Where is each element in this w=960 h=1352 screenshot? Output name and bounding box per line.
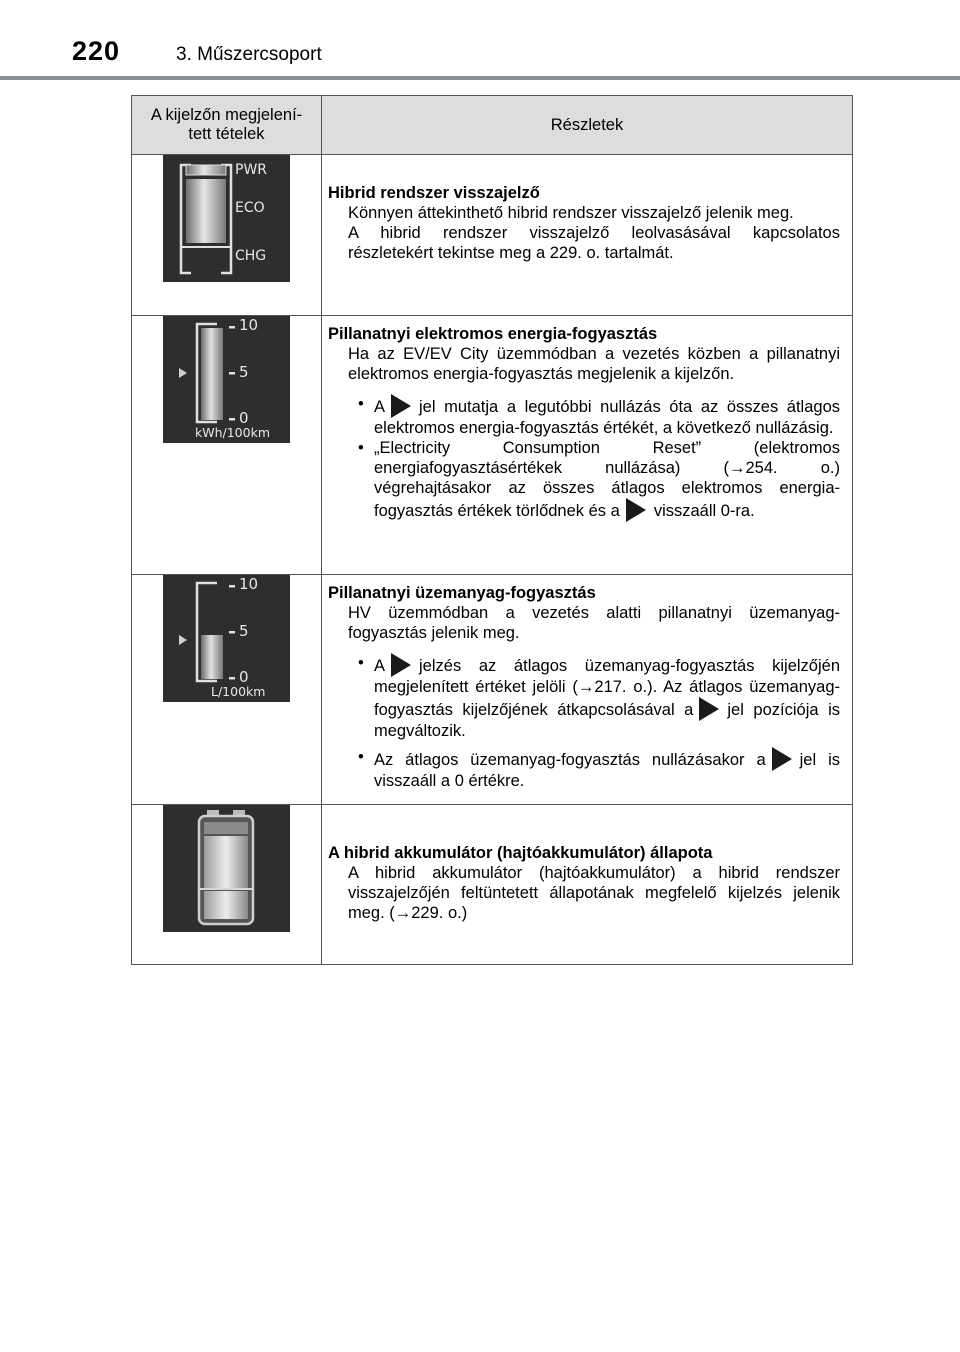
bullet-text — [374, 747, 840, 791]
table-header-row — [132, 96, 853, 155]
bullet-text-before: „Electricity Consumption Reset” (elektromos energiafogyasztásértékek nullázása) (→254. o.) végrehajtásakor az összes átlagos elektromos energia-fogyasztás értékek törlődnek és a — [374, 439, 840, 520]
gauge-label-pwr: PWR — [235, 162, 268, 178]
triangle-pointer-icon — [391, 653, 411, 677]
detail-title: A hibrid akkumulátor (hajtóakkumulátor) állapota — [328, 844, 713, 862]
battery-state-details — [322, 805, 853, 965]
bullet-dot: • — [358, 395, 364, 413]
page-header — [0, 0, 960, 80]
column-header-items-label: A kijelzőn megjelení- tett tételek — [150, 106, 303, 143]
bullet-dot: • — [358, 439, 364, 457]
bullet-text — [374, 394, 840, 438]
energy-gauge-graphic — [163, 316, 290, 443]
hybrid-system-indicator-gauge — [163, 155, 290, 282]
bullet-text-after: jelzés az átlagos üzemanyag-fogyasztás kijelzőjén megjelenített értéket jelöli (→217. o.). Az átlagos üzemanyag-fogyasztás kijelzőjének átkapcsolásával a — [374, 657, 840, 719]
energy-gauge-image-cell — [132, 316, 322, 575]
detail-title: Hibrid rendszer visszajelző — [328, 184, 540, 202]
table-row — [132, 316, 853, 575]
fuel-gauge-graphic — [163, 575, 290, 702]
table-row — [132, 575, 853, 805]
detail-title: Pillanatnyi üzemanyag-fogyasztás — [328, 584, 596, 602]
table-row — [132, 805, 853, 965]
table-row — [132, 155, 853, 316]
bullet-dot: • — [358, 748, 364, 766]
pointer-icon — [179, 368, 187, 378]
column-header-details: Részletek — [322, 96, 853, 155]
detail-body: Könnyen áttekinthető hibrid rendszer visszajelző jelenik meg. A hibrid rendszer visszajelző leolvasásával kapcsolatos részletekért tekintse meg a 229. o. tartalmát. — [348, 204, 840, 262]
gauge-label-eco: ECO — [235, 200, 265, 216]
display-items-table — [131, 95, 853, 965]
fuel-consumption-gauge — [163, 575, 290, 702]
chapter-title: 3. Műszercsoport — [176, 44, 322, 65]
list-item — [328, 438, 840, 522]
bullet-text-before: Az átlagos üzemanyag-fogyasztás nullázásakor a — [374, 751, 766, 769]
gauge-tick-10: 10 — [239, 575, 259, 593]
hybrid-battery-gauge — [163, 805, 290, 932]
header-rule — [0, 76, 960, 80]
gauge-tick-5: 5 — [239, 363, 249, 381]
list-item — [328, 653, 840, 741]
bullet-text-after: jel is visszaáll a 0 értékre. — [374, 751, 840, 790]
detail-title: Pillanatnyi elektromos energia-fogyasztás — [328, 325, 658, 343]
gauge-label-chg: CHG — [235, 248, 267, 264]
details-block — [322, 575, 852, 791]
gauge-tick-0: 0 — [239, 409, 249, 427]
details-block — [322, 155, 852, 263]
gauge-tick-10: 10 — [239, 316, 259, 334]
hybrid-indicator-details — [322, 155, 853, 316]
battery-icon — [163, 805, 290, 932]
page-number: 220 — [72, 36, 121, 66]
bullet-text-after: visszaáll 0-ra. — [653, 502, 755, 520]
triangle-pointer-icon — [391, 394, 411, 418]
detail-body: HV üzemmódban a vezetés alatti pillanatnyi üzemanyag-fogyasztás jelenik meg. — [348, 604, 840, 642]
detail-body: Ha az EV/EV City üzemmódban a vezetés közben a pillanatnyi elektromos energia-fogyasztás megjelenik a kijelzőn. — [348, 345, 840, 383]
triangle-pointer-icon — [626, 498, 646, 522]
triangle-pointer-icon — [699, 697, 719, 721]
fuel-gauge-image-cell — [132, 575, 322, 805]
bullet-text-after2: jel pozíciója is megváltozik. — [374, 701, 840, 740]
hybrid-gauge-graphic — [163, 155, 290, 282]
bullet-text-before: A — [374, 657, 386, 675]
battery-image-cell — [132, 805, 322, 965]
list-item — [328, 747, 840, 791]
bullet-text — [374, 653, 840, 741]
gauge-unit: L/100km — [211, 684, 266, 699]
bullet-dot: • — [358, 654, 364, 672]
list-item — [328, 394, 840, 438]
energy-consumption-details — [322, 316, 853, 575]
bullet-text — [374, 438, 840, 522]
details-block — [322, 805, 852, 923]
hybrid-indicator-image-cell — [132, 155, 322, 316]
gauge-tick-0: 0 — [239, 668, 249, 686]
triangle-pointer-icon — [772, 747, 792, 771]
detail-body: A hibrid akkumulátor (hajtóakkumulátor) a hibrid rendszer visszajelzőjén feltüntetett állapotának megfelelő kijelzés jelenik meg. (→229. o.) — [348, 864, 840, 922]
pointer-icon — [179, 635, 187, 645]
fuel-consumption-details — [322, 575, 853, 805]
gauge-tick-5: 5 — [239, 622, 249, 640]
bullet-text-after: jel mutatja a legutóbbi nullázás óta az összes átlagos elektromos energia-fogyasztás értékét, a következő nullázásig. — [374, 398, 840, 437]
details-block — [322, 316, 852, 522]
gauge-unit: kWh/100km — [195, 425, 271, 440]
bullet-text-before: A — [374, 398, 386, 416]
column-header-items — [132, 96, 322, 155]
energy-consumption-gauge — [163, 316, 290, 443]
